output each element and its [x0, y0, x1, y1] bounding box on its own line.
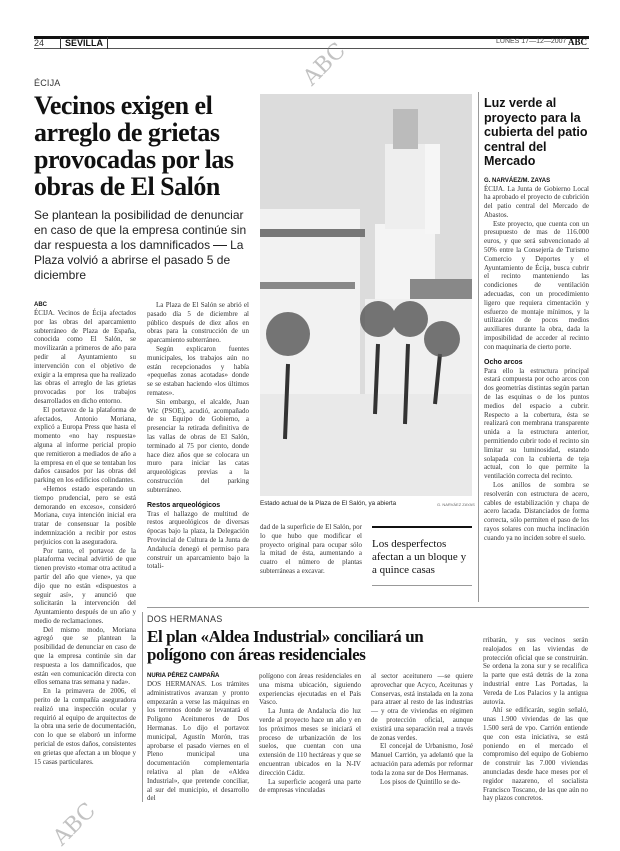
lower-byline: NURIA PÉREZ CAMPAÑA	[147, 673, 220, 679]
paragraph: La Junta de Andalucía dio luz verde al proyecto hace un año y en los próximos meses se iniciará el proceso de urbanización de los suelos, que cuentan con una extensión de 110 hectáreas y que se encuentran ubicados en la N-IV dirección Cádiz.	[259, 707, 361, 777]
lower-column-3	[371, 672, 473, 803]
section-label: SEVILLA	[60, 37, 108, 49]
watermark: ABC	[48, 798, 101, 851]
paragraph: El concejal de Urbanismo, José Manuel Carrión, ya adelantó que la actuación para además por reformar toda la zona sur de Dos Hermanas.	[371, 742, 473, 777]
column-divider	[478, 92, 479, 602]
article-column-3	[260, 523, 362, 576]
paragraph: La superficie acogerá una parte de empresas vinculadas	[259, 777, 361, 795]
watermark: ABC	[298, 38, 351, 91]
paragraph: «Hemos estado esperando un tiempo prudencial, pero se está demorando en exceso», consideró Moriana, cuya intención inicial era tratar de consensuar la posible indemnización a recibir por estos perjuicios con la aseguradora.	[34, 484, 136, 546]
section-divider	[147, 607, 589, 608]
paragraph: Para ello la estructura principal estará compuesta por ocho arcos con dos geometrías distintas según partan de las esquinas o de los puntos medios del espacio a cubrir. Respecto a la cobertura, ésta se realizará con membrana transparente unida a la estructura anterior, permitiendo cubrir todo el recinto sin limitar su luminosidad, estando solapada con la cubierta de teja actual, con lo que permite la ventilación correcta del recinto.	[484, 366, 589, 481]
paragraph: Los pisos de Quintillo se de-	[380, 777, 461, 786]
issue-date: LUNES 17—12—2007	[496, 38, 567, 45]
paragraph: El portavoz de la plataforma de afectados, Antonio Moriana, explicó a Europa Press que hasta el momento «no hay respuesta» alguna al informe pericial propio que remitieron a mediados de año a la empresa en el que se tentaban los daños causados por las obras del parking en los edificios colindantes.	[34, 405, 136, 485]
photo-caption: Estado actual de la Plaza de El Salón, ya abierta	[260, 500, 397, 507]
byline: ABC	[34, 302, 47, 308]
paragraph: Del mismo modo, Moriana agregó que se plantean la posibilidad de denunciar en caso de que la empresa continúe sin dar respuesta a los damnificados, que están «en comunicación directa con ellos semana tras semana y nada».	[34, 625, 136, 687]
photo-plaza-el-salon	[260, 94, 472, 496]
column-divider	[142, 612, 143, 802]
lower-column-4	[483, 636, 588, 803]
lower-column-1	[147, 672, 249, 803]
article-column-1	[34, 301, 136, 766]
paragraph: al sector aceitunero —se quiere aprovechar que Acyco, Aceitunas y Conservas, está instalada en la zona para atraer al resto de las industrias— y otra de viviendas en régimen de protección oficial, aunque existirá una separación real a través de zonas verdes.	[371, 672, 473, 742]
deck-part-1: Se plantean la posibilidad de denunciar en caso de que la empresa continúe sin dar respuesta a los damnificados	[34, 208, 247, 252]
paragraph: Los anillos de sombra se resolverán con estructura de acero, cables de estabilización y chapa de acero lacada. Distanciados de forma correcta, sólo permiten el paso de los rayos solares con mucha inclinación cuando ya no inciden sobre el suelo.	[484, 481, 589, 542]
photo-credit: G. NARVÁEZ ZAYAS	[437, 502, 475, 507]
lower-kicker: DOS HERMANAS	[147, 614, 223, 624]
sidebar-article	[484, 96, 589, 543]
paragraph: Por tanto, el portavoz de la plataforma vecinal advirtió de que tienen previsto «tomar otra actitud a partir del año que viene», ya que dijo que no están «dispuestos a seguir así», y anunció que solicitarán la intervención del Ayuntamiento después de un año y medio de reclamaciones.	[34, 546, 136, 625]
paragraph: Ahí se edificarán, según señaló, unas 1.900 viviendas de las que 1.500 será de vpo. Carrión entiende que con esta iniciativa, se está poniendo en el mercado el compromiso del equipo de Gobierno de construir las 7.000 viviendas anunciadas desde hace meses por el regidor nazareno, el socialista Francisco Toscano, de las que aún no hay plazos concretos.	[483, 706, 588, 803]
deck-part-2: La Plaza volvió a abrirse el pasado 5 de diciembre	[34, 238, 244, 282]
lower-columns	[147, 672, 475, 803]
sidebar-byline: G. NARVÁEZ/M. ZAYAS	[484, 177, 551, 184]
paragraph: Según explicaron fuentes municipales, los trabajos aún no están recepcionados y había «pequeñas zonas acotadas» donde se se estaban haciendo «los últimos remates».	[147, 344, 249, 397]
sidebar-headline: Luz verde al proyecto para la cubierta del patio central del Mercado	[484, 96, 588, 168]
paragraph: Tras el hallazgo de multitud de restos arqueológicos de diversas épocas bajo la plaza, la Delegación Provincial de Cultura de la Junta de Andalucía denegó el permiso para construir un aparcamiento bajo la totali-	[147, 509, 249, 571]
paragraph: Este proyecto, que cuenta con un presupuesto de mas de 116.000 euros, y que será subvencionado al 50% entre la Consejería de Turismo Comercio y Deportes y el Ayuntamiento de Écija, busca cubrir el recinto manteniendo las condiciones de ventilación adecuadas, con un procedimiento ligero que requiera cimentación y esfuerzo de montaje mínimos, y la utilización de pocos medios auxiliares durante la obra, dada la imposibilidad de acceder al recinto con maquinaria de cierto porte.	[484, 219, 589, 351]
pull-quote: Los desperfectos afectan a un bloque y a quince casas	[372, 526, 472, 586]
article-headline: Vecinos exigen el arreglo de grietas provocadas por las obras de El Salón	[34, 91, 234, 201]
paragraph: Sin embargo, el alcalde, Juan Wic (PSOE), acudió, acompañado de su Equipo de Gobierno, a presenciar la retirada definitiva de las vallas de obras de El Salón, terminado al 75 por ciento, donde hace diez años que se colocara un muro para iniciar las catas arqueológicas previas a la construcción del parking subterráneo.	[147, 397, 249, 494]
paragraph: DOS HERMANAS. Los trámites administrativos avanzan y pronto empezarán a verse las máquinas en los terrenos donde se levantará el Polígono Aceituneros de Dos Hermanas. Lo dijo el portavoz municipal, Agustín Morón, tras aprobarse el pasado viernes en el Pleno municipal una documentación complementaria relativa al plan de «Aldea Industrial», que pretende conciliar, al sur del municipio, el desarrollo del	[147, 680, 249, 803]
sidebar-body	[484, 177, 589, 543]
newspaper-logo: ABC	[568, 37, 588, 47]
page-number: 24	[34, 38, 45, 48]
lower-column-2	[259, 672, 361, 803]
article-deck	[34, 208, 256, 283]
paragraph: dad de la superficie de El Salón, por lo que hubo que modificar el proyecto original para ocupar sólo la mitad de ésta, aumentando a cuatro el número de plantas subterráneas a excavar.	[260, 523, 362, 575]
lower-headline: El plan «Aldea Industrial» conciliará un polígono con áreas residenciales	[147, 627, 424, 664]
article-top	[34, 92, 256, 283]
paragraph: rribarán, y sus vecinos serán realojados en las viviendas de protección oficial que se construirán. Se ordena la zona sur y se recalifica la parte que está detrás de la zona industrial entre Las Portadas, la Vereda de Los Palacios y la antigua autovía.	[483, 636, 588, 706]
paragraph: La Plaza de El Salón se abrió el pasado día 5 de diciembre al público después de diez años en obras para la construcción de un aparcamiento subterráneo.	[147, 301, 249, 345]
sidebar-subheading: Ocho arcos	[484, 358, 523, 366]
paragraph: ÉCIJA. Vecinos de Écija afectados por las obras del aparcamiento subterráneo de Plaza de España, conocida como El Salón, se movilizarán a primeros de año para pedir al Ayuntamiento su intervención con el objetivo de exigir a la empresa que ha realizado las obras el arreglo de las grietas provocadas por los trabajos desarrollados en dicho entorno.	[34, 309, 136, 405]
paragraph: polígono con áreas residenciales en una misma ubicación, siguiendo experiencias ejecutadas en el País Vasco.	[259, 672, 361, 707]
paragraph: En la primavera de 2006, el perito de la compañía aseguradora realizó una inspección ocular y requirió al equipo de arquitectos de la obra una serie de documentación, con lo que se elaboró un informe pericial de estos daños, consistentes en grietas que afectan a un bloque y 15 casas particulares.	[34, 687, 136, 766]
article-kicker: ÉCIJA	[34, 78, 61, 88]
subheading: Restos arqueológicos	[147, 501, 221, 509]
article-column-2	[147, 301, 249, 571]
lower-article	[147, 614, 475, 803]
paragraph: ÉCIJA. La Junta de Gobierno Local ha aprobado el proyecto de cubrición del patio central del Mercado de Abastos.	[484, 184, 589, 219]
